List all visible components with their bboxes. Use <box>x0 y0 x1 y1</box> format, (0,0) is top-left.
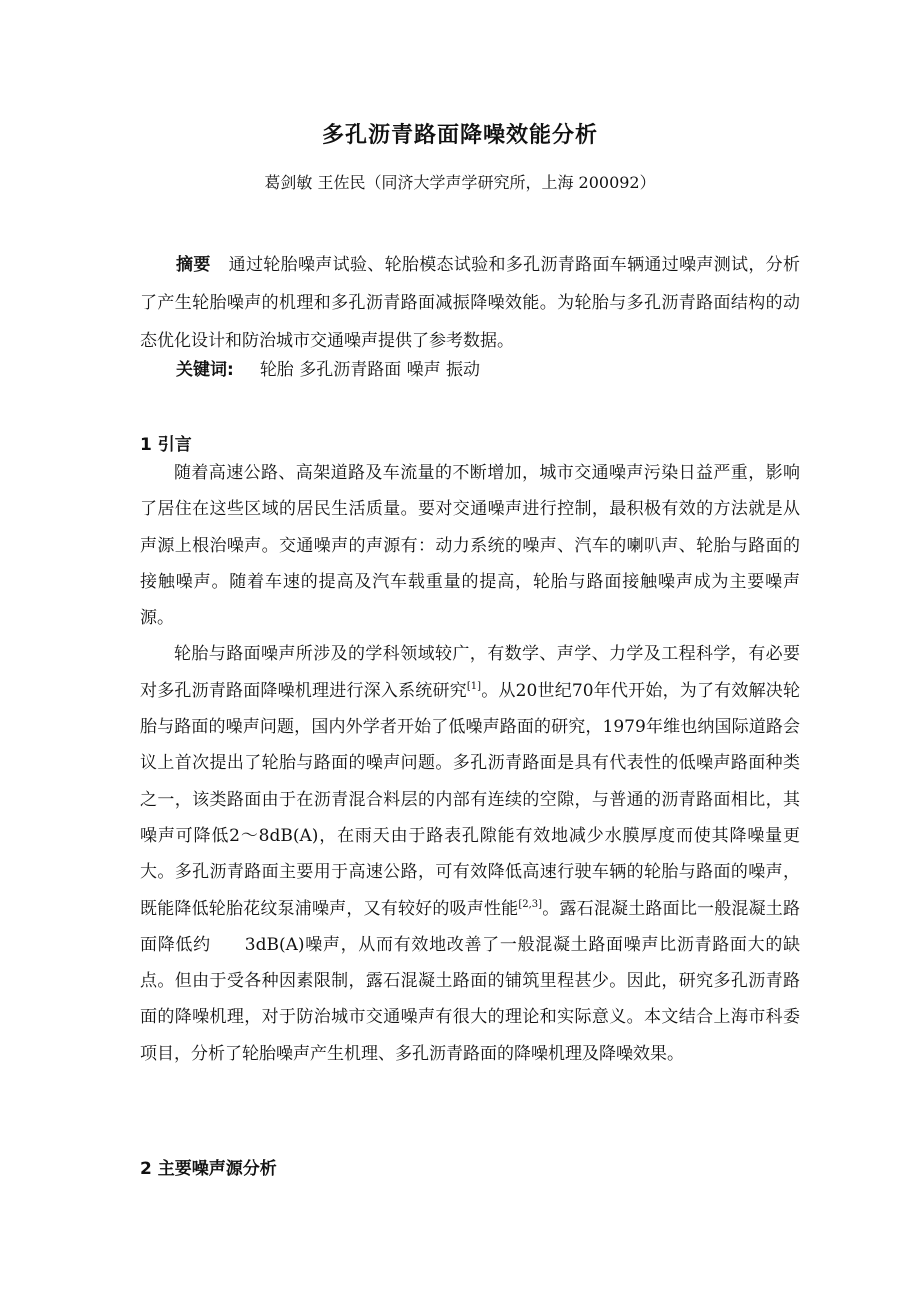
citation: [1] <box>466 680 482 692</box>
abstract-text: 通过轮胎噪声试验、轮胎模态试验和多孔沥青路面车辆通过噪声测试，分析了产生轮胎噪声的机理和多孔沥青路面减振降噪效能。为轮胎与多孔沥青路面结构的动态优化设计和防治城市交通噪声提供了参考数据。 <box>140 255 801 351</box>
paragraph-text: 轮胎与路面噪声所涉及的学科领域较广，有数学、声学、力学及工程科学，有必要对多孔沥青路面降噪机理进行深入系统研究 <box>140 644 800 701</box>
abstract-label: 摘要 <box>176 255 211 275</box>
section-heading-introduction: 1 引言 <box>140 435 192 455</box>
paragraph-text: 3dB(A)噪声，从而有效地改善了一般混凝土路面噪声比沥青路面大的缺点。但由于受各种因素限制，露石混凝土路面的铺筑里程甚少。因此，研究多孔沥青路面的降噪机理，对于防治城市交通噪声有很大的理论和实际意义。本文结合上海市科委项目，分析了轮胎噪声产生机理、多孔沥青路面的降噪机理及降噪效果。 <box>140 934 801 1064</box>
citation: [2,3] <box>518 898 543 910</box>
paragraph: 随着高速公路、高架道路及车流量的不断增加，城市交通噪声污染日益严重，影响了居住在这些区域的居民生活质量。要对交通噪声进行控制，最积极有效的方法就是从声源上根治噪声。交通噪声的声源有：动力系统的噪声、汽车的喇叭声、轮胎与路面的接触噪声。随着车速的提高及汽车载重量的提高，轮胎与路面接触噪声成为主要噪声源。 <box>140 463 800 629</box>
keywords <box>176 355 816 385</box>
author-line: 葛剑敏 王佐民（同济大学声学研究所，上海 200092） <box>264 173 656 192</box>
paragraph-text: 。露石混凝土路面比一般混凝土路面降低约 <box>140 898 800 955</box>
paragraph <box>140 636 800 1072</box>
keywords-text: 轮胎 多孔沥青路面 噪声 振动 <box>259 360 481 380</box>
abstract <box>140 246 800 360</box>
paper-title: 多孔沥青路面降噪效能分析 <box>321 123 598 148</box>
introduction-body <box>140 455 800 1072</box>
paragraph-text: 。从20世纪70年代开始，为了有效解决轮胎与路面的噪声问题，国内外学者开始了低噪声路面的研究，1979年维也纳国际道路会议上首次提出了轮胎与路面的噪声问题。多孔沥青路面是具有代表性的低噪声路面种类之一，该类路面由于在沥青混合料层的内部有连续的空隙，与普通的沥青路面相比，其噪声可降低2～8dB(A)，在雨天由于路表孔隙能有效地减少水膜厚度而使其降噪量更大。多孔沥青路面主要用于高速公路，可有效降低高速行驶车辆的轮胎与路面的噪声，既能降低轮胎花纹泵浦噪声，又有较好的吸声性能 <box>140 680 801 919</box>
section-heading-noise-source: 2 主要噪声源分析 <box>140 1159 277 1179</box>
keywords-label: 关键词: <box>176 360 234 380</box>
